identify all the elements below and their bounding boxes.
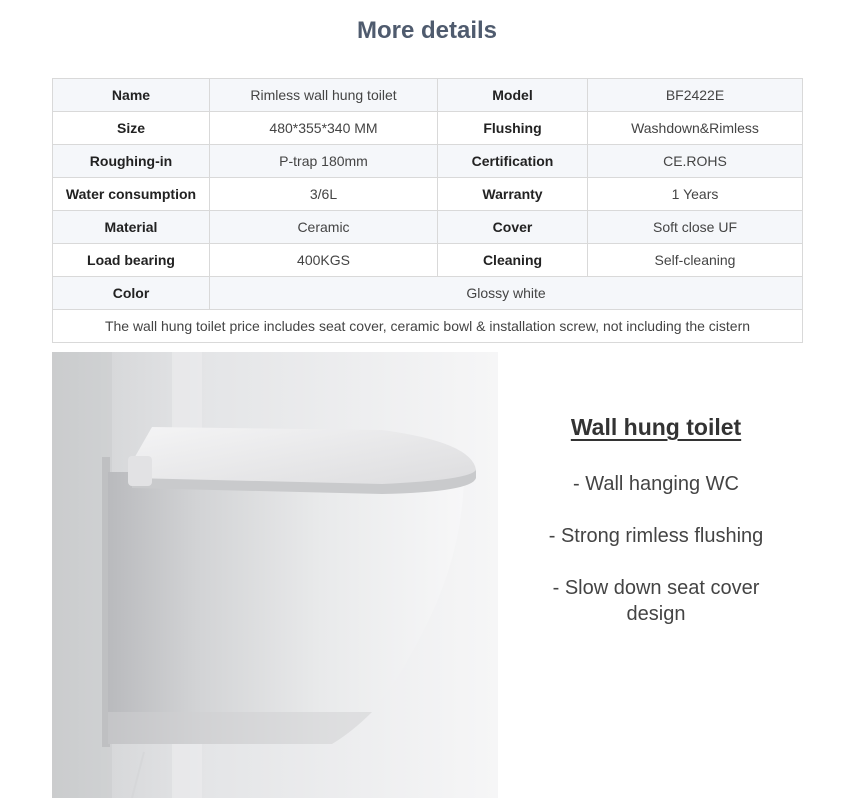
spec-value: Glossy white [210, 277, 803, 310]
table-row [53, 244, 803, 277]
spec-value: CE.ROHS [588, 145, 803, 178]
spec-value: P-trap 180mm [210, 145, 438, 178]
spec-key: Name [53, 79, 210, 112]
specs-table [52, 78, 803, 343]
spec-key: Material [53, 211, 210, 244]
spec-value: Ceramic [210, 211, 438, 244]
spec-value: 3/6L [210, 178, 438, 211]
toilet-photo [52, 352, 498, 798]
spec-value: BF2422E [588, 79, 803, 112]
features-panel [526, 414, 786, 653]
spec-key: Cleaning [438, 244, 588, 277]
table-row [53, 112, 803, 145]
table-row [53, 145, 803, 178]
spec-value: Washdown&Rimless [588, 112, 803, 145]
table-row-color [53, 277, 803, 310]
spec-value: Rimless wall hung toilet [210, 79, 438, 112]
spec-key: Roughing-in [53, 145, 210, 178]
spec-value: 1 Years [588, 178, 803, 211]
table-row [53, 178, 803, 211]
spec-key: Color [53, 277, 210, 310]
spec-value: Self-cleaning [588, 244, 803, 277]
spec-key: Cover [438, 211, 588, 244]
features-title: Wall hung toilet [570, 414, 742, 440]
spec-value: 480*355*340 MM [210, 112, 438, 145]
spec-note: The wall hung toilet price includes seat cover, ceramic bowl & installation screw, not including the cistern [53, 310, 803, 343]
table-row-note [53, 310, 803, 343]
spec-key: Flushing [438, 112, 588, 145]
table-row [53, 79, 803, 112]
section-title: More details [356, 17, 498, 44]
spec-key: Size [53, 112, 210, 145]
spec-key: Model [438, 79, 588, 112]
feature-item: - Wall hanging WC [573, 473, 739, 495]
spec-value: Soft close UF [588, 211, 803, 244]
spec-key: Water consumption [53, 178, 210, 211]
spec-key: Certification [438, 145, 588, 178]
table-row [53, 211, 803, 244]
spec-key: Warranty [438, 178, 588, 211]
feature-item: - Strong rimless flushing [548, 525, 764, 547]
spec-key: Load bearing [53, 244, 210, 277]
feature-item: - Slow down seat cover design [552, 577, 760, 625]
spec-value: 400KGS [210, 244, 438, 277]
